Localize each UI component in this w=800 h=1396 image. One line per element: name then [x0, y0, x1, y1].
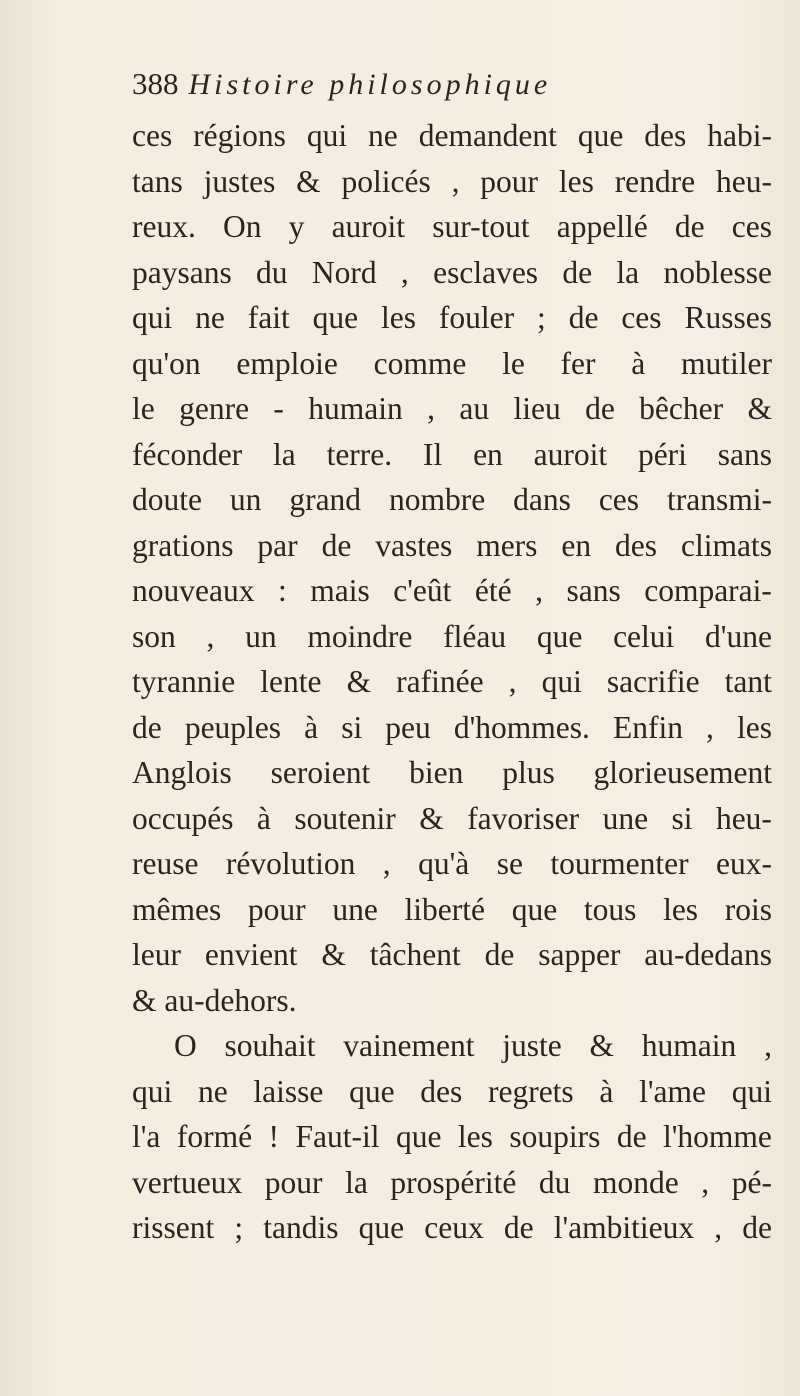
- word: de: [568, 300, 599, 335]
- word: un: [229, 482, 262, 517]
- word: ne: [197, 1073, 228, 1109]
- page-number: 388: [132, 66, 179, 101]
- word: les: [736, 709, 772, 745]
- word: mutiler: [680, 345, 772, 381]
- word: humain: [308, 391, 403, 426]
- word: ,: [764, 1028, 772, 1063]
- word: si: [671, 800, 693, 836]
- word: des: [644, 118, 687, 153]
- word: comme: [373, 345, 467, 381]
- text-line: [132, 432, 772, 478]
- word: une: [332, 891, 378, 927]
- word: climats: [680, 527, 772, 563]
- word: &: [296, 163, 321, 199]
- word: été: [474, 573, 512, 608]
- word: lente: [260, 664, 322, 699]
- word: ces: [621, 300, 662, 335]
- word: pour: [480, 163, 539, 199]
- text-line: [132, 841, 772, 887]
- word: l'ambitieux: [553, 1210, 695, 1245]
- word: demandent: [418, 118, 557, 153]
- word: l'ame: [639, 1073, 706, 1109]
- word: humain: [641, 1028, 737, 1063]
- word: l'a: [132, 1119, 161, 1154]
- word: soutenir: [294, 800, 396, 836]
- word: peu: [385, 709, 431, 745]
- word: pour: [247, 891, 306, 927]
- word: l'homme: [663, 1119, 772, 1154]
- word: &: [346, 664, 372, 699]
- word: sur-tout: [432, 209, 530, 244]
- word: &: [589, 1028, 615, 1063]
- word: ces: [132, 118, 173, 153]
- word: dans: [513, 482, 571, 517]
- word: grations: [132, 527, 234, 563]
- text-line: [132, 1023, 772, 1069]
- text-line: [132, 295, 772, 341]
- word: d'hommes.: [453, 709, 590, 745]
- word: les: [381, 300, 417, 335]
- word: ,: [508, 664, 517, 699]
- word: fer: [560, 345, 596, 381]
- word: ,: [206, 618, 215, 654]
- word: comparai-: [644, 573, 772, 608]
- word: bêcher: [639, 391, 724, 426]
- word: pé-: [731, 1164, 772, 1200]
- word: laisse: [253, 1073, 324, 1109]
- word: Enfin: [612, 709, 683, 745]
- word: grand: [289, 482, 362, 517]
- text-line: [132, 705, 772, 751]
- word: que: [349, 1073, 395, 1109]
- word: genre: [179, 391, 250, 426]
- text-line: [132, 796, 772, 842]
- word: péri: [637, 436, 687, 472]
- word: que: [536, 618, 583, 654]
- word: une: [602, 800, 649, 836]
- word: :: [277, 573, 287, 608]
- word: au: [459, 391, 490, 426]
- word: féconder: [132, 436, 243, 472]
- word: favoriser: [467, 800, 580, 836]
- word: un: [245, 618, 277, 654]
- word: mais: [310, 573, 370, 608]
- word: plus: [502, 755, 555, 790]
- text-line: [132, 341, 772, 387]
- text-line: [132, 659, 772, 705]
- word: ces: [598, 482, 640, 517]
- word: de: [742, 1210, 772, 1245]
- word: en: [473, 436, 503, 472]
- word: ne: [368, 118, 398, 153]
- word: regrets: [487, 1073, 574, 1109]
- word: Russes: [684, 300, 772, 335]
- word: au-dedans: [644, 937, 772, 972]
- word: qu'à: [418, 846, 470, 881]
- word: &: [747, 391, 772, 426]
- word: de: [132, 709, 162, 745]
- word: ,: [400, 254, 409, 290]
- word: terre.: [326, 436, 393, 472]
- word: Nord: [311, 254, 377, 290]
- word: de: [616, 1119, 647, 1154]
- word: de: [562, 254, 593, 290]
- word: ,: [714, 1210, 723, 1245]
- word: O: [174, 1028, 197, 1063]
- word: de: [484, 937, 515, 972]
- word: rois: [724, 891, 772, 927]
- word: les: [457, 1119, 493, 1154]
- word: qui: [541, 664, 582, 699]
- word: auroit: [533, 436, 608, 472]
- word: On: [223, 209, 262, 244]
- word: &: [419, 800, 444, 836]
- word: qu'on: [132, 345, 201, 381]
- word: policés: [341, 163, 431, 199]
- word: peuples: [184, 709, 282, 745]
- text-line: [132, 1114, 772, 1160]
- word: pour: [264, 1164, 323, 1200]
- word: celui: [613, 618, 675, 654]
- word: mers: [476, 527, 538, 563]
- word: vertueux: [132, 1164, 243, 1200]
- word: ,: [706, 709, 714, 745]
- word: la: [345, 1164, 368, 1200]
- text-line: [132, 523, 772, 569]
- word: tous: [583, 891, 637, 927]
- word: souhait: [224, 1028, 316, 1063]
- word: d'une: [705, 618, 772, 654]
- word: en: [561, 527, 592, 563]
- word: lieu: [513, 391, 561, 426]
- word: reuse: [132, 846, 199, 881]
- word: vainement: [343, 1028, 475, 1063]
- word: auroit: [331, 209, 406, 244]
- word: se: [496, 846, 523, 881]
- word: son: [132, 618, 176, 654]
- word: à: [256, 800, 271, 836]
- word: par: [257, 527, 298, 563]
- word: de: [674, 209, 705, 244]
- word: emploie: [236, 345, 338, 381]
- word: reux.: [132, 209, 196, 244]
- word: ,: [701, 1164, 710, 1200]
- word: fouler: [438, 300, 515, 335]
- text-line: [132, 1205, 772, 1251]
- word: heu-: [715, 800, 772, 836]
- body-text: [132, 113, 772, 1251]
- word: ,: [427, 391, 435, 426]
- word: des: [615, 527, 658, 563]
- word: occupés: [132, 800, 234, 836]
- word: tandis: [263, 1210, 339, 1245]
- word: nombre: [388, 482, 486, 517]
- word: heu-: [715, 163, 772, 199]
- word: tans: [132, 163, 183, 199]
- word: soupirs: [509, 1119, 601, 1154]
- word: ;: [537, 300, 546, 335]
- word: ces: [731, 209, 772, 244]
- word: la: [616, 254, 640, 290]
- text-line: [132, 204, 772, 250]
- word: rissent: [132, 1210, 215, 1245]
- running-head: Histoire philosophique: [188, 68, 552, 101]
- word: sans: [717, 436, 772, 472]
- word: à: [631, 345, 646, 381]
- word: tyrannie: [132, 664, 236, 699]
- word: esclaves: [433, 254, 539, 290]
- word: prospérité: [390, 1164, 517, 1200]
- word: transmi-: [666, 482, 772, 517]
- word: sapper: [538, 937, 621, 972]
- text-line: [132, 159, 772, 205]
- text-line: [132, 1160, 772, 1206]
- word: que: [511, 891, 558, 927]
- word: paysans: [132, 254, 232, 290]
- word: qui: [132, 300, 173, 335]
- word: eux-: [715, 846, 772, 881]
- word: bien: [409, 755, 464, 790]
- word: moindre: [307, 618, 413, 654]
- word: ;: [234, 1210, 244, 1245]
- word: ne: [195, 300, 225, 335]
- word: nouveaux: [132, 573, 255, 608]
- word: à: [304, 709, 319, 745]
- word: appellé: [556, 209, 648, 244]
- word: de: [585, 391, 615, 426]
- text-line: [132, 1069, 772, 1115]
- word: envient: [204, 937, 298, 972]
- word: &: [321, 937, 346, 972]
- word: c'eût: [393, 573, 452, 608]
- word: ,: [382, 846, 391, 881]
- word: glorieusement: [593, 755, 772, 790]
- word: vastes: [375, 527, 453, 563]
- word: tant: [724, 664, 772, 699]
- text-line: [132, 386, 772, 432]
- word: doute: [132, 482, 202, 517]
- word: Il: [422, 436, 443, 472]
- word: juste: [502, 1028, 562, 1063]
- word: fait: [247, 300, 290, 335]
- word: les: [663, 891, 699, 927]
- word: de: [321, 527, 352, 563]
- word: sans: [566, 573, 621, 608]
- word: les: [558, 163, 594, 199]
- text-line: [132, 614, 772, 660]
- word: tourmenter: [550, 846, 689, 881]
- word: ceux: [424, 1210, 484, 1245]
- word: leur: [132, 937, 181, 972]
- word: qui: [132, 1073, 173, 1109]
- word: que: [395, 1119, 442, 1154]
- word: seroient: [270, 755, 371, 790]
- word: de: [503, 1210, 534, 1245]
- word: rendre: [614, 163, 696, 199]
- word: justes: [203, 163, 276, 199]
- text-line: [132, 887, 772, 933]
- word: ,: [451, 163, 460, 199]
- word: ,: [535, 573, 543, 608]
- word: mêmes: [132, 891, 222, 927]
- word: régions: [193, 118, 286, 153]
- word: à: [599, 1073, 614, 1109]
- word: des: [420, 1073, 463, 1109]
- word: !: [268, 1119, 280, 1154]
- word: le: [502, 345, 525, 381]
- word: que: [312, 300, 359, 335]
- word: liberté: [404, 891, 485, 927]
- page-header: [132, 66, 772, 116]
- text-line: [132, 932, 772, 978]
- word: fléau: [443, 618, 507, 654]
- word: Anglois: [132, 755, 232, 790]
- word: révolution: [225, 846, 356, 881]
- text-line: [132, 750, 772, 796]
- text-line: [132, 113, 772, 159]
- word: le: [132, 391, 155, 426]
- word: habi-: [707, 118, 772, 153]
- word: que: [358, 1210, 405, 1245]
- text-line: [132, 250, 772, 296]
- word: noblesse: [663, 254, 772, 290]
- text-line: & au-dehors.: [132, 982, 297, 1018]
- word: du: [256, 254, 288, 290]
- word: monde: [592, 1164, 679, 1200]
- word: Faut-il: [295, 1119, 380, 1154]
- word: tâchent: [369, 937, 461, 972]
- word: qui: [306, 118, 348, 153]
- word: la: [273, 436, 296, 472]
- word: -: [273, 391, 284, 426]
- word: formé: [176, 1119, 253, 1154]
- word: du: [538, 1164, 571, 1200]
- text-line: [132, 477, 772, 523]
- word: si: [341, 709, 363, 745]
- word: rafinée: [396, 664, 484, 699]
- word: sacrifie: [606, 664, 700, 699]
- word: que: [577, 118, 624, 153]
- word: y: [288, 209, 305, 244]
- word: qui: [731, 1073, 772, 1109]
- text-line: [132, 568, 772, 614]
